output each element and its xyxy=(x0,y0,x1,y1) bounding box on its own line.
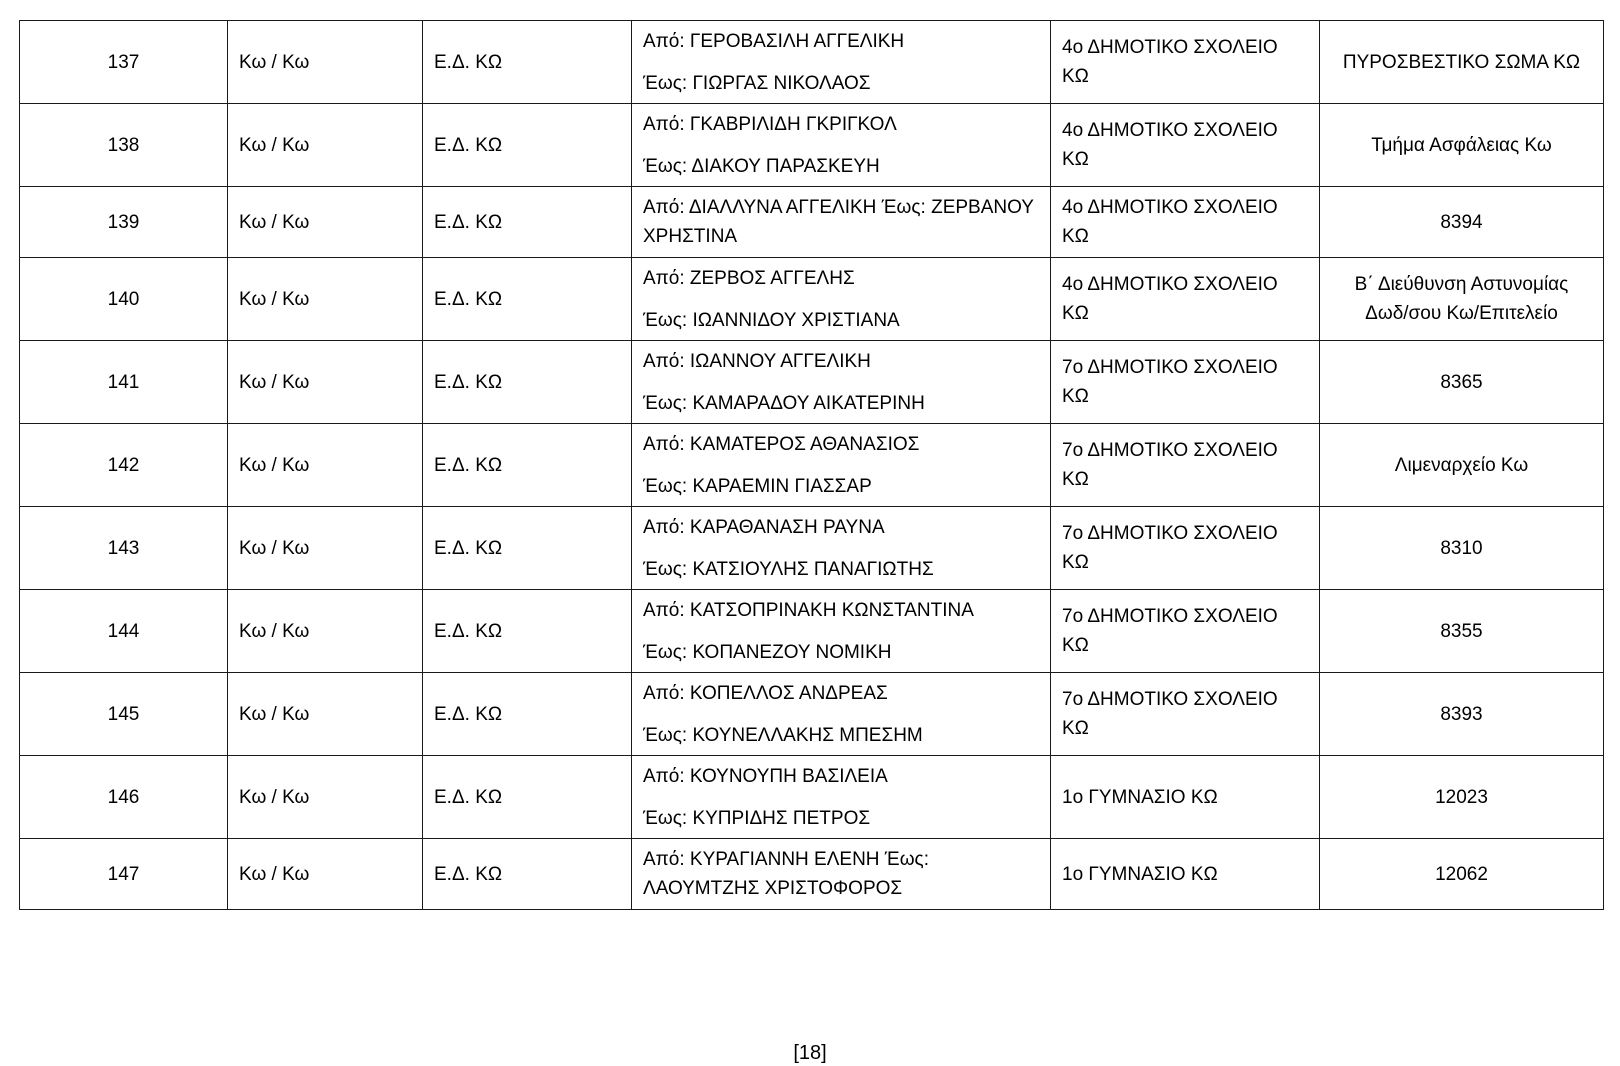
range-from-text: Από: ΚΟΥΝΟΥΠΗ ΒΑΣΙΛΕΙΑ xyxy=(643,765,888,787)
result-destination-cell xyxy=(1320,756,1604,839)
row-number-cell: 140 xyxy=(20,258,228,341)
table-row xyxy=(20,507,1604,590)
table-row xyxy=(20,839,1604,910)
destination-text: Β΄ Διεύθυνση Αστυνομίας xyxy=(1354,274,1569,295)
destination-text: Λιμεναρχείο Κω xyxy=(1394,454,1529,476)
result-destination-cell xyxy=(1320,104,1604,187)
municipality-cell: Κω / Κω xyxy=(228,424,423,507)
range-from-text: Από: ΚΟΠΕΛΛΟΣ ΑΝΔΡΕΑΣ xyxy=(643,682,888,704)
electoral-unit-cell: Ε.Δ. ΚΩ xyxy=(423,258,632,341)
voter-range-cell xyxy=(632,839,1051,910)
polling-stations-table xyxy=(19,20,1604,910)
destination-text: ΠΥΡΟΣΒΕΣΤΙΚΟ ΣΩΜΑ ΚΩ xyxy=(1342,51,1581,73)
range-to-text: Έως: ΓΙΩΡΓΑΣ ΝΙΚΟΛΑΟΣ xyxy=(643,72,871,94)
electoral-unit-cell: Ε.Δ. ΚΩ xyxy=(423,673,632,756)
municipality-cell: Κω / Κω xyxy=(228,187,423,258)
page-number: [18] xyxy=(793,1042,827,1064)
polling-place-cell: 4ο ΔΗΜΟΤΙΚΟ ΣΧΟΛΕΙΟ ΚΩ xyxy=(1051,187,1320,258)
table-row xyxy=(20,590,1604,673)
result-destination-cell xyxy=(1320,341,1604,424)
voter-range-cell xyxy=(632,21,1051,104)
row-number-cell: 138 xyxy=(20,104,228,187)
result-destination-cell xyxy=(1320,507,1604,590)
electoral-unit-cell: Ε.Δ. ΚΩ xyxy=(423,756,632,839)
polling-place-cell: 7ο ΔΗΜΟΤΙΚΟ ΣΧΟΛΕΙΟ ΚΩ xyxy=(1051,507,1320,590)
range-to-text: Έως: ΚΥΠΡΙΔΗΣ ΠΕΤΡΟΣ xyxy=(643,807,871,829)
destination-text: 12062 xyxy=(1435,863,1488,885)
municipality-cell: Κω / Κω xyxy=(228,673,423,756)
polling-place-cell: 4ο ΔΗΜΟΤΙΚΟ ΣΧΟΛΕΙΟ ΚΩ xyxy=(1051,104,1320,187)
destination-text: 8394 xyxy=(1440,211,1483,233)
range-from-text: Από: ΓΚΑΒΡΙΛΙΔΗ ΓΚΡΙΓΚΟΛ xyxy=(643,113,897,135)
municipality-cell: Κω / Κω xyxy=(228,839,423,910)
table-body xyxy=(20,21,1604,910)
destination-text: Τμήμα Ασφάλειας Κω xyxy=(1371,134,1552,156)
table-row xyxy=(20,21,1604,104)
voter-range-cell xyxy=(632,424,1051,507)
polling-place-cell: 4ο ΔΗΜΟΤΙΚΟ ΣΧΟΛΕΙΟ ΚΩ xyxy=(1051,21,1320,104)
electoral-unit-cell: Ε.Δ. ΚΩ xyxy=(423,839,632,910)
polling-place-cell: 4ο ΔΗΜΟΤΙΚΟ ΣΧΟΛΕΙΟ ΚΩ xyxy=(1051,258,1320,341)
row-number-cell: 137 xyxy=(20,21,228,104)
municipality-cell: Κω / Κω xyxy=(228,341,423,424)
range-from-text: Από: ΙΩΑΝΝΟΥ ΑΓΓΕΛΙΚΗ xyxy=(643,350,871,372)
destination-text: 8393 xyxy=(1440,703,1483,725)
destination-text: 8310 xyxy=(1440,537,1483,559)
voter-range-cell xyxy=(632,590,1051,673)
row-number-cell: 145 xyxy=(20,673,228,756)
row-number-cell: 143 xyxy=(20,507,228,590)
row-number-cell: 146 xyxy=(20,756,228,839)
range-to-text: Έως: ΚΟΠΑΝΕΖΟΥ ΝΟΜΙΚΗ xyxy=(643,641,892,663)
municipality-cell: Κω / Κω xyxy=(228,21,423,104)
voter-range-cell xyxy=(632,341,1051,424)
result-destination-cell xyxy=(1320,673,1604,756)
polling-place-cell: 7ο ΔΗΜΟΤΙΚΟ ΣΧΟΛΕΙΟ ΚΩ xyxy=(1051,673,1320,756)
municipality-cell: Κω / Κω xyxy=(228,590,423,673)
electoral-unit-cell: Ε.Δ. ΚΩ xyxy=(423,21,632,104)
result-destination-cell xyxy=(1320,839,1604,910)
municipality-cell: Κω / Κω xyxy=(228,507,423,590)
row-number-cell: 141 xyxy=(20,341,228,424)
polling-place-cell: 7ο ΔΗΜΟΤΙΚΟ ΣΧΟΛΕΙΟ ΚΩ xyxy=(1051,590,1320,673)
table-row xyxy=(20,104,1604,187)
electoral-unit-cell: Ε.Δ. ΚΩ xyxy=(423,187,632,258)
row-number-cell: 139 xyxy=(20,187,228,258)
table-row xyxy=(20,424,1604,507)
table-row xyxy=(20,756,1604,839)
destination-text: 12023 xyxy=(1435,786,1488,808)
voter-range-cell xyxy=(632,187,1051,258)
range-to-text: Έως: ΚΑΤΣΙΟΥΛΗΣ ΠΑΝΑΓΙΩΤΗΣ xyxy=(643,558,934,580)
electoral-unit-cell: Ε.Δ. ΚΩ xyxy=(423,104,632,187)
range-from-text: Από: ΚΑΜΑΤΕΡΟΣ ΑΘΑΝΑΣΙΟΣ xyxy=(643,433,920,455)
range-to-text: Έως: ΚΟΥΝΕΛΛΑΚΗΣ ΜΠΕΣΗΜ xyxy=(643,724,923,746)
table-row xyxy=(20,341,1604,424)
destination-text: Δωδ/σου Κω/Επιτελείο xyxy=(1365,303,1558,324)
range-from-text: Από: ΔΙΑΛΛΥΝΑ ΑΓΓΕΛΙΚΗ Έως: ΖΕΡΒΑΝΟΥ ΧΡΗΣΤΙΝΑ xyxy=(643,197,1034,247)
range-to-text: Έως: ΚΑΡΑΕΜΙΝ ΓΙΑΣΣΑΡ xyxy=(643,475,872,497)
destination-text: 8355 xyxy=(1440,620,1483,642)
electoral-unit-cell: Ε.Δ. ΚΩ xyxy=(423,424,632,507)
electoral-unit-cell: Ε.Δ. ΚΩ xyxy=(423,341,632,424)
row-number-cell: 142 xyxy=(20,424,228,507)
polling-place-cell: 1ο ΓΥΜΝΑΣΙΟ ΚΩ xyxy=(1051,839,1320,910)
voter-range-cell xyxy=(632,258,1051,341)
range-from-text: Από: ΓΕΡΟΒΑΣΙΛΗ ΑΓΓΕΛΙΚΗ xyxy=(643,30,905,52)
result-destination-cell xyxy=(1320,187,1604,258)
voter-range-cell xyxy=(632,507,1051,590)
range-from-text: Από: ΚΥΡΑΓΙΑΝΝΗ ΕΛΕΝΗ Έως: ΛΑΟΥΜΤΖΗΣ ΧΡΙΣΤΟΦΟΡΟΣ xyxy=(643,849,929,899)
range-to-text: Έως: ΔΙΑΚΟΥ ΠΑΡΑΣΚΕΥΗ xyxy=(643,155,880,177)
row-number-cell: 144 xyxy=(20,590,228,673)
municipality-cell: Κω / Κω xyxy=(228,104,423,187)
result-destination-cell xyxy=(1320,258,1604,341)
result-destination-cell xyxy=(1320,424,1604,507)
result-destination-cell xyxy=(1320,590,1604,673)
table-row xyxy=(20,258,1604,341)
row-number-cell: 147 xyxy=(20,839,228,910)
range-to-text: Έως: ΙΩΑΝΝΙΔΟΥ ΧΡΙΣΤΙΑΝΑ xyxy=(643,309,900,331)
range-from-text: Από: ΚΑΤΣΟΠΡΙΝΑΚΗ ΚΩΝΣΤΑΝΤΙΝΑ xyxy=(643,599,974,621)
voter-range-cell xyxy=(632,104,1051,187)
table-row xyxy=(20,673,1604,756)
electoral-unit-cell: Ε.Δ. ΚΩ xyxy=(423,507,632,590)
voter-range-cell xyxy=(632,756,1051,839)
voter-range-cell xyxy=(632,673,1051,756)
electoral-unit-cell: Ε.Δ. ΚΩ xyxy=(423,590,632,673)
municipality-cell: Κω / Κω xyxy=(228,258,423,341)
result-destination-cell xyxy=(1320,21,1604,104)
polling-place-cell: 7ο ΔΗΜΟΤΙΚΟ ΣΧΟΛΕΙΟ ΚΩ xyxy=(1051,341,1320,424)
range-to-text: Έως: ΚΑΜΑΡΑΔΟΥ ΑΙΚΑΤΕΡΙΝΗ xyxy=(643,392,925,414)
municipality-cell: Κω / Κω xyxy=(228,756,423,839)
range-from-text: Από: ΖΕΡΒΟΣ ΑΓΓΕΛΗΣ xyxy=(643,267,855,289)
polling-place-cell: 1ο ΓΥΜΝΑΣΙΟ ΚΩ xyxy=(1051,756,1320,839)
range-from-text: Από: ΚΑΡΑΘΑΝΑΣΗ ΡΑΥΝΑ xyxy=(643,516,885,538)
polling-place-cell: 7ο ΔΗΜΟΤΙΚΟ ΣΧΟΛΕΙΟ ΚΩ xyxy=(1051,424,1320,507)
destination-text: 8365 xyxy=(1440,371,1483,393)
table-row xyxy=(20,187,1604,258)
